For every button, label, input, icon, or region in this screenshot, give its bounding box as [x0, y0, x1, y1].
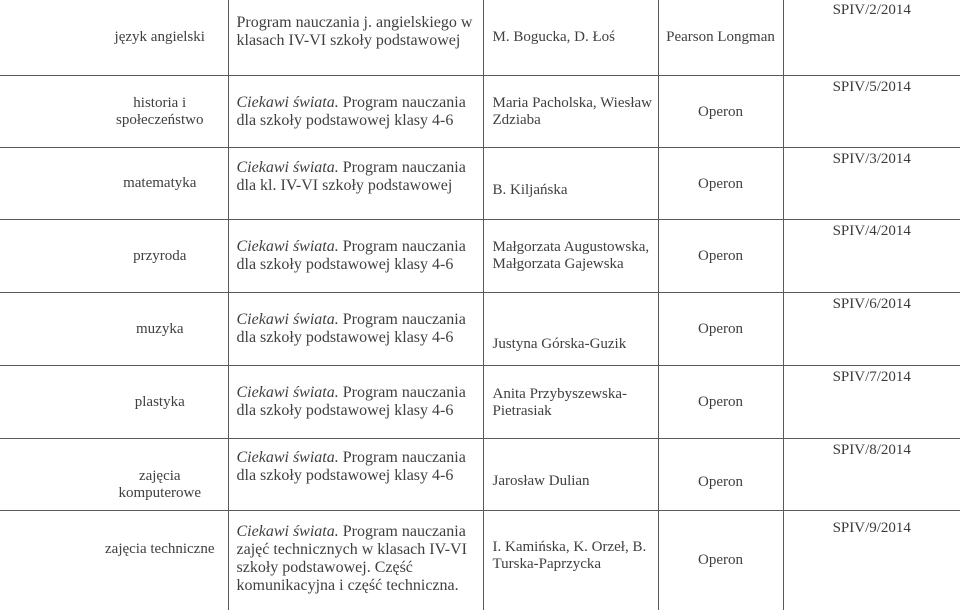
- table-row: [0, 511, 960, 610]
- table-row: [0, 293, 960, 366]
- publisher-cell: Operon: [658, 148, 783, 220]
- program-description: Program nauczania dla szkoły podstawowej klasy 4-6: [236, 93, 466, 129]
- publisher-cell: Operon: [658, 220, 783, 293]
- author-cell: Jarosław Dulian: [483, 439, 658, 511]
- program-cell: [228, 220, 483, 293]
- approval-code-cell: SPIV/2/2014: [783, 0, 960, 76]
- approval-code-cell: SPIV/8/2014: [783, 439, 960, 511]
- program-series-title: Ciekawi świata.: [236, 238, 339, 255]
- program-series-title: Ciekawi świata.: [236, 311, 339, 328]
- program-cell: [228, 511, 483, 610]
- subject-cell: zajęcia komputerowe: [0, 439, 228, 511]
- table-row: [0, 0, 960, 76]
- program-cell: [228, 0, 483, 76]
- table-row: [0, 76, 960, 148]
- author-cell: Justyna Górska-Guzik: [483, 293, 658, 366]
- publisher-cell: Operon: [658, 366, 783, 439]
- table-row: [0, 148, 960, 220]
- program-series-title: Ciekawi świata.: [236, 159, 339, 176]
- publisher-cell: Operon: [658, 293, 783, 366]
- subject-cell: muzyka: [0, 293, 228, 366]
- approval-code-cell: SPIV/3/2014: [783, 148, 960, 220]
- program-cell: [228, 293, 483, 366]
- author-cell: Małgorzata Augustowska, Małgorzata Gajewska: [483, 220, 658, 293]
- publisher-cell: Operon: [658, 439, 783, 511]
- program-cell: [228, 366, 483, 439]
- author-cell: Maria Pacholska, Wiesław Zdziaba: [483, 76, 658, 148]
- publisher-cell: Operon: [658, 511, 783, 610]
- subject-cell: matematyka: [0, 148, 228, 220]
- subject-cell: język angielski: [0, 0, 228, 76]
- approval-code-cell: SPIV/4/2014: [783, 220, 960, 293]
- table-row: [0, 220, 960, 293]
- publisher-cell: Operon: [658, 76, 783, 148]
- author-cell: M. Bogucka, D. Łoś: [483, 0, 658, 76]
- table-row: [0, 366, 960, 439]
- program-series-title: Ciekawi świata.: [236, 449, 339, 466]
- program-cell: [228, 148, 483, 220]
- approval-code-cell: SPIV/9/2014: [783, 511, 960, 610]
- subject-cell: historia i społeczeństwo: [0, 76, 228, 148]
- program-description: Program nauczania dla szkoły podstawowej klasy 4-6: [236, 311, 466, 346]
- program-description: Program nauczania j. angielskiego w klasach IV-VI szkoły podstawowej: [236, 14, 473, 49]
- approval-code-cell: SPIV/5/2014: [783, 76, 960, 148]
- author-cell: Anita Przybyszewska-Pietrasiak: [483, 366, 658, 439]
- program-description: Program nauczania dla kl. IV-VI szkoły podstawowej: [236, 159, 466, 194]
- subject-cell: zajęcia techniczne: [0, 511, 228, 610]
- program-description: Program nauczania dla szkoły podstawowej klasy 4-6: [236, 384, 466, 419]
- approval-code-cell: SPIV/7/2014: [783, 366, 960, 439]
- subject-cell: przyroda: [0, 220, 228, 293]
- program-series-title: Ciekawi świata.: [236, 384, 339, 401]
- subject-cell: plastyka: [0, 366, 228, 439]
- publisher-cell: Pearson Longman: [658, 0, 783, 76]
- program-description: Program nauczania dla szkoły podstawowej klasy 4-6: [236, 238, 466, 273]
- table-row: [0, 439, 960, 511]
- program-cell: [228, 439, 483, 511]
- program-description: Program nauczania zajęć technicznych w klasach IV-VI szkoły podstawowej. Część komunikacyjna i część techniczna.: [236, 523, 467, 594]
- program-description: Program nauczania dla szkoły podstawowej klasy 4-6: [236, 449, 466, 484]
- program-series-title: Ciekawi świata.: [236, 93, 339, 111]
- author-cell: B. Kiljańska: [483, 148, 658, 220]
- program-series-title: Ciekawi świata.: [236, 523, 339, 540]
- approval-code-cell: SPIV/6/2014: [783, 293, 960, 366]
- program-cell: [228, 76, 483, 148]
- author-cell: I. Kamińska, K. Orzeł, B. Turska-Paprzycka: [483, 511, 658, 610]
